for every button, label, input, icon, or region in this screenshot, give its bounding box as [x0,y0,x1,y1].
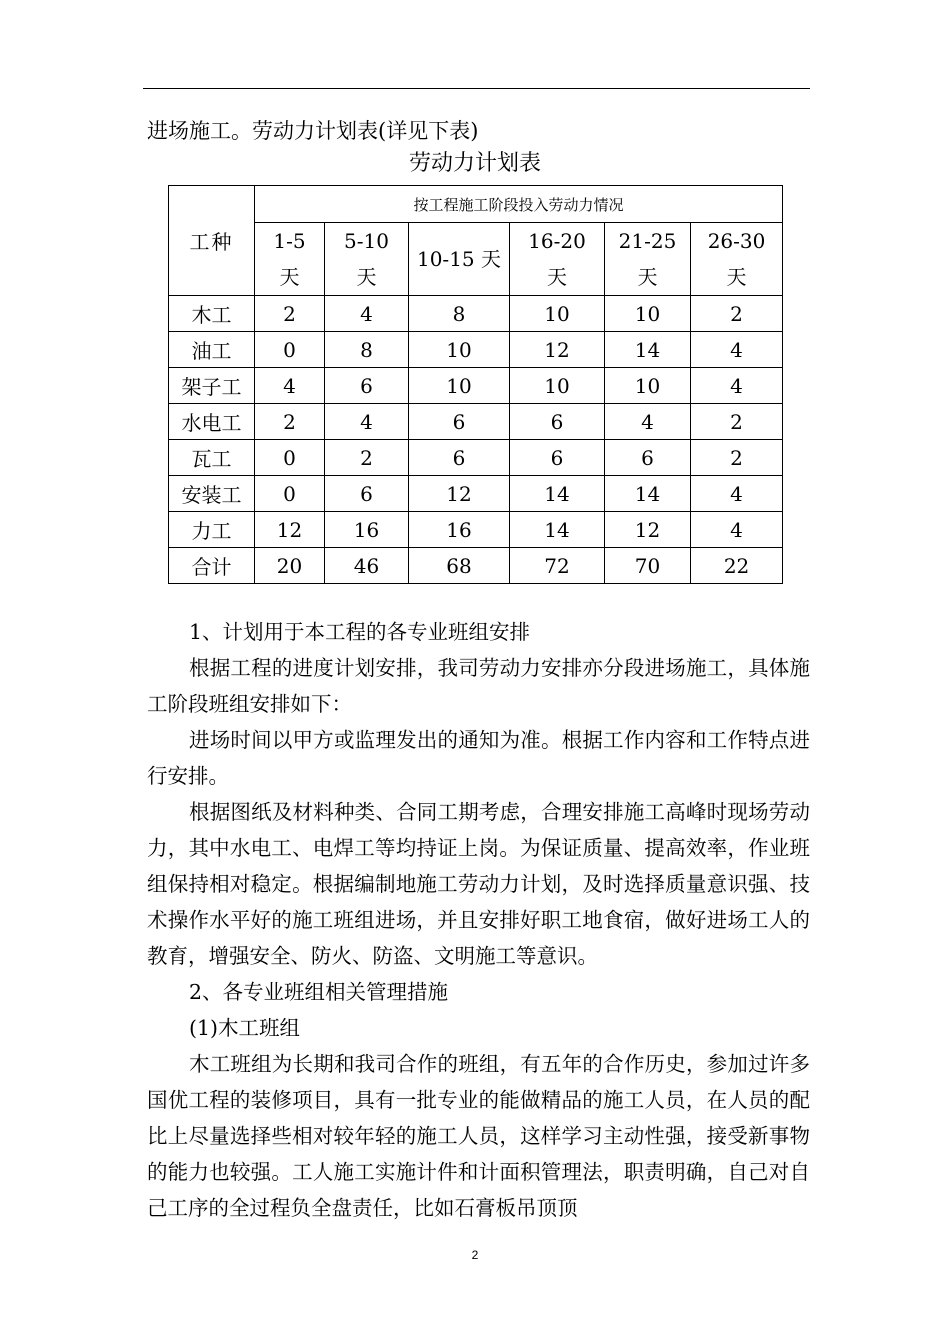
value-cell: 10 [510,368,605,404]
phase-header: 26-30 天 [691,223,783,296]
intro-line: 进场施工。劳动力计划表(详见下表) [147,119,479,143]
phase-header: 21-25 天 [605,223,691,296]
table-row [169,440,783,476]
value-cell: 6 [409,404,510,440]
value-cell: 2 [691,404,783,440]
value-cell: 14 [605,476,691,512]
body-paragraph: 进场时间以甲方或监理发出的通知为准。根据工作内容和工作特点进行安排。 [147,728,810,788]
section-heading-1: 1、计划用于本工程的各专业班组安排 [189,620,531,644]
phase-header: 16-20 天 [510,223,605,296]
value-cell: 2 [255,296,325,332]
subsection-heading: (1)木工班组 [189,1016,301,1040]
value-cell: 12 [409,476,510,512]
phase-header: 1-5 天 [255,223,325,296]
trade-column-header: 工种 [169,186,255,296]
trade-cell: 木工 [169,296,255,332]
table-header-row [169,186,783,223]
table-row [169,332,783,368]
value-cell: 6 [325,368,409,404]
value-cell: 22 [691,548,783,584]
value-cell: 46 [325,548,409,584]
value-cell: 0 [255,332,325,368]
value-cell: 20 [255,548,325,584]
value-cell: 10 [510,296,605,332]
value-cell: 4 [605,404,691,440]
value-cell: 72 [510,548,605,584]
value-cell: 16 [325,512,409,548]
table-row [169,368,783,404]
value-cell: 12 [255,512,325,548]
value-cell: 68 [409,548,510,584]
value-cell: 16 [409,512,510,548]
trade-cell: 架子工 [169,368,255,404]
value-cell: 4 [691,368,783,404]
value-cell: 8 [409,296,510,332]
phase-header-row [169,223,783,296]
phase-header: 10-15 天 [409,223,510,296]
value-cell: 4 [325,296,409,332]
value-cell: 10 [409,368,510,404]
body-paragraph: 根据图纸及材料种类、合同工期考虑，合理安排施工高峰时现场劳动力，其中水电工、电焊工等均持证上岗。为保证质量、提高效率，作业班组保持相对稳定。根据编制地施工劳动力计划，及时选择质量意识强、技术操作水平好的施工班组进场，并且安排好职工地食宿，做好进场工人的教育，增强安全、防火、防盗、文明施工等意识。 [147,800,810,968]
body-paragraph: 木工班组为长期和我司合作的班组，有五年的合作历史，参加过许多国优工程的装修项目，具有一批专业的能做精品的施工人员，在人员的配比上尽量选择些相对较年轻的施工人员，这样学习主动性强，接受新事物的能力也较强。工人施工实施计件和计面积管理法，职责明确，自己对自己工序的全过程负全盘责任，比如石膏板吊顶顶 [147,1052,810,1220]
value-cell: 2 [255,404,325,440]
table-row [169,512,783,548]
value-cell: 70 [605,548,691,584]
table-title: 劳动力计划表 [408,151,541,176]
value-cell: 4 [691,476,783,512]
table-total-row [169,548,783,584]
value-cell: 6 [510,404,605,440]
value-cell: 10 [605,368,691,404]
value-cell: 8 [325,332,409,368]
phase-group-header: 按工程施工阶段投入劳动力情况 [255,186,783,223]
trade-cell: 安装工 [169,476,255,512]
trade-cell: 力工 [169,512,255,548]
section-heading-2: 2、各专业班组相关管理措施 [189,980,449,1004]
value-cell: 6 [325,476,409,512]
value-cell: 4 [691,512,783,548]
value-cell: 14 [510,512,605,548]
trade-cell: 油工 [169,332,255,368]
page-number: 2 [471,1248,479,1262]
value-cell: 14 [510,476,605,512]
table-row [169,296,783,332]
header-rule [143,88,810,89]
value-cell: 10 [409,332,510,368]
trade-cell: 合计 [169,548,255,584]
value-cell: 0 [255,476,325,512]
value-cell: 14 [605,332,691,368]
phase-header: 5-10 天 [325,223,409,296]
value-cell: 4 [325,404,409,440]
value-cell: 12 [510,332,605,368]
table-row [169,404,783,440]
value-cell: 6 [605,440,691,476]
value-cell: 6 [409,440,510,476]
value-cell: 4 [691,332,783,368]
table-row [169,476,783,512]
value-cell: 2 [691,440,783,476]
value-cell: 10 [605,296,691,332]
value-cell: 2 [325,440,409,476]
trade-cell: 瓦工 [169,440,255,476]
labor-plan-table [168,185,783,584]
value-cell: 0 [255,440,325,476]
value-cell: 4 [255,368,325,404]
body-paragraph: 根据工程的进度计划安排，我司劳动力安排亦分段进场施工，具体施工阶段班组安排如下： [147,656,810,716]
value-cell: 12 [605,512,691,548]
value-cell: 2 [691,296,783,332]
value-cell: 6 [510,440,605,476]
trade-cell: 水电工 [169,404,255,440]
